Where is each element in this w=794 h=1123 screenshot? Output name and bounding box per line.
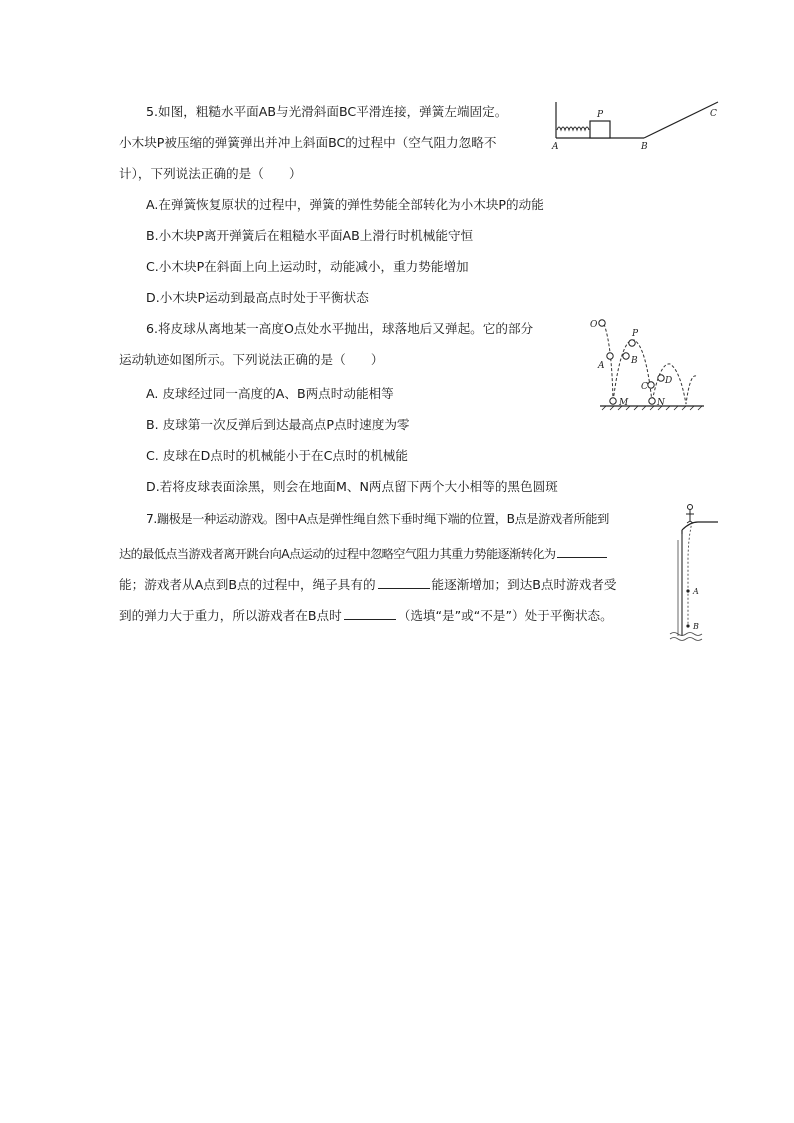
q5-label-c: C [710, 109, 717, 119]
q6-option-c: C. 皮球在D点时的机械能小于在C点时的机械能 [146, 448, 408, 463]
q7-stem-line-2-text: 达的最低点当游戏者离开跳台向A点运动的过程中忽略空气阻力其重力势能逐渐转化为 [119, 547, 556, 561]
q5-label-p: P [597, 110, 604, 120]
q5-option-c: C.小木块P在斜面上向上运动时，动能减小，重力势能增加 [146, 259, 469, 274]
q5-label-b: B [641, 142, 648, 152]
q5-option-d: D.小木块P运动到最高点时处于平衡状态 [146, 290, 369, 305]
q7-stem-line-4 [119, 607, 613, 624]
q6-label-p: P [632, 329, 639, 339]
q6-stem-line-1: 6.将皮球从离地某一高度O点处水平抛出，球落地后又弹起。它的部分 [146, 321, 534, 336]
q6-figure-bouncing-ball [586, 316, 710, 416]
q6-option-b: B. 皮球第一次反弹后到达最高点P点时速度为零 [146, 417, 410, 432]
q7-blank-3[interactable] [344, 607, 396, 620]
q7-label-a: A [693, 587, 699, 596]
q6-label-d: D [665, 376, 673, 386]
q6-label-m: M [619, 398, 629, 408]
q5-option-b: B.小木块P离开弹簧后在粗糙水平面AB上滑行时机械能守恒 [146, 228, 474, 243]
q6-option-d: D.若将皮球表面涂黑，则会在地面M、N两点留下两个大小相等的黑色圆斑 [146, 479, 558, 494]
q6-option-a: A. 皮球经过同一高度的A、B两点时动能相等 [146, 386, 394, 401]
q7-stem-line-1: 7.蹦极是一种运动游戏。图中A点是弹性绳自然下垂时绳下端的位置，B点是游戏者所能到 [146, 512, 609, 526]
q7-label-b: B [693, 622, 699, 631]
q5-stem-line-2: 小木块P被压缩的弹簧弹出并冲上斜面BC的过程中（空气阻力忽略不 [119, 135, 497, 150]
q7-blank-2[interactable] [378, 576, 430, 589]
q5-label-a: A [552, 142, 559, 152]
q5-stem-line-3: 计），下列说法正确的是（ ） [119, 166, 302, 181]
q6-label-b: B [631, 356, 638, 366]
q5-stem-line-1: 5.如图，粗糙水平面AB与光滑斜面BC平滑连接，弹簧左端固定。 [146, 104, 508, 119]
q7-stem-line-4-text-a: 到的弹力大于重力，所以游戏者在B点时 [119, 608, 342, 623]
q6-label-o: O [590, 320, 598, 330]
q7-blank-1[interactable] [557, 545, 607, 558]
q7-stem-line-4-text-b: （选填“是”或“不是”）处于平衡状态。 [397, 608, 613, 623]
q6-label-a: A [598, 361, 605, 371]
q7-stem-line-3-text-a: 能；游戏者从A点到B点的过程中，绳子具有的 [119, 577, 376, 592]
q7-stem-line-3-text-b: 能逐渐增加；到达B点时游戏者受 [431, 577, 617, 592]
q5-figure-spring-incline [548, 98, 726, 154]
q7-figure-bungee [668, 500, 720, 644]
q6-label-n: N [657, 398, 665, 408]
q7-stem-line-3 [119, 576, 617, 593]
q6-stem-line-2: 运动轨迹如图所示。下列说法正确的是（ ） [119, 352, 384, 367]
q5-option-a: A.在弹簧恢复原状的过程中，弹簧的弹性势能全部转化为小木块P的动能 [146, 197, 544, 212]
q7-stem-line-2 [119, 545, 609, 562]
q6-label-c: C [641, 382, 648, 392]
